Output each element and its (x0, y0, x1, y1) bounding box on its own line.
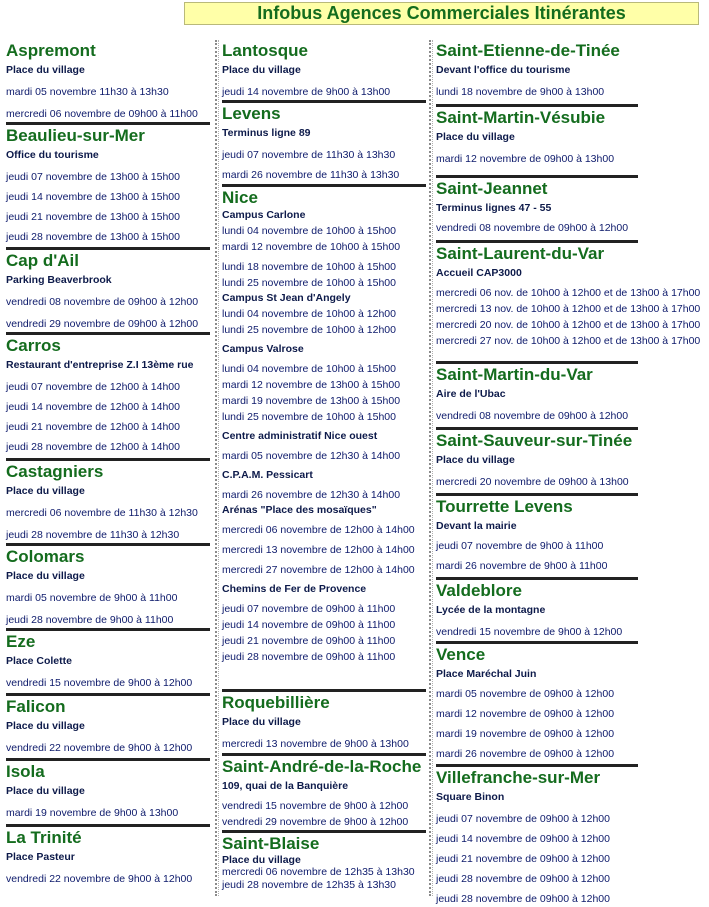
date-line: jeudi 07 novembre de 13h00 à 15h00 (6, 171, 180, 183)
town-block (222, 103, 426, 187)
town-name: Castagniers (6, 462, 104, 481)
town-name: Valdeblore (436, 581, 522, 600)
column-1 (6, 40, 210, 889)
place-name: Aire de l'Ubac (436, 388, 506, 400)
place-name: 109, quai de la Banquière (222, 780, 349, 792)
town-name: Saint-Etienne-de-Tinée (436, 41, 620, 60)
place-name: Campus St Jean d'Angely (222, 292, 351, 304)
date-line: jeudi 14 novembre de 13h00 à 15h00 (6, 191, 180, 203)
date-line: jeudi 21 novembre de 12h00 à 14h00 (6, 421, 180, 433)
town-block (222, 692, 426, 756)
date-line: jeudi 28 novembre de 11h30 à 12h30 (6, 529, 180, 541)
date-line: jeudi 28 novembre de 09h00 à 12h00 (436, 893, 610, 905)
date-line: mardi 12 novembre de 10h00 à 15h00 (222, 241, 401, 253)
date-line: mardi 12 novembre de 13h00 à 15h00 (222, 379, 401, 391)
town-block (436, 40, 638, 107)
town-block (6, 761, 210, 827)
place-name: Terminus lignes 47 - 55 (436, 202, 552, 214)
date-line: vendredi 15 novembre de 9h00 à 12h00 (222, 800, 409, 812)
town-block (222, 40, 426, 103)
place-name: Lycée de la montagne (436, 604, 546, 616)
town-block (436, 767, 638, 907)
place-name: Accueil CAP3000 (436, 267, 522, 279)
place-name: Place du village (222, 716, 301, 728)
date-line: jeudi 28 novembre de 09h00 à 12h00 (436, 873, 610, 885)
date-line: vendredi 22 novembre de 9h00 à 12h00 (6, 742, 193, 754)
town-block (6, 461, 210, 546)
town-block (6, 631, 210, 696)
date-line: vendredi 08 novembre de 09h00 à 12h00 (436, 410, 629, 422)
date-line: vendredi 15 novembre de 9h00 à 12h00 (436, 626, 623, 638)
date-line: mardi 19 novembre de 13h00 à 15h00 (222, 395, 401, 407)
town-name: Nice (222, 188, 258, 207)
place-name: Devant la mairie (436, 520, 517, 532)
place-name: Place du village (6, 64, 85, 76)
town-block (436, 644, 638, 767)
date-line: mardi 26 novembre de 9h00 à 11h00 (436, 560, 608, 572)
town-name: Isola (6, 762, 45, 781)
town-block (6, 827, 210, 889)
date-line: mercredi 20 nov. de 10h00 à 12h00 et de 13h00 à 17h00 (436, 319, 701, 331)
town-name: Lantosque (222, 41, 308, 60)
place-name: Restaurant d'entreprise Z.I 13ème rue (6, 359, 194, 371)
date-line: mercredi 06 novembre de 12h35 à 13h30 (222, 866, 415, 878)
town-name: Villefranche-sur-Mer (436, 768, 601, 787)
town-name: Saint-André-de-la-Roche (222, 757, 422, 776)
town-block (6, 696, 210, 761)
town-block (6, 546, 210, 631)
place-name: Square Binon (436, 791, 505, 803)
town-block (436, 580, 638, 644)
town-name: La Trinité (6, 828, 82, 847)
place-name: Campus Valrose (222, 343, 304, 355)
town-name: Falicon (6, 697, 66, 716)
town-name: Saint-Martin-du-Var (436, 365, 593, 384)
town-name: Saint-Blaise (222, 834, 320, 853)
place-name: C.P.A.M. Pessicart (222, 469, 313, 481)
date-line: jeudi 14 novembre de 12h00 à 14h00 (6, 401, 180, 413)
date-line: mercredi 13 novembre de 9h00 à 13h00 (222, 738, 409, 750)
town-block (436, 107, 638, 178)
date-line: mercredi 20 novembre de 09h00 à 13h00 (436, 476, 629, 488)
place-name: Place du village (222, 854, 301, 866)
town-block (6, 125, 210, 250)
date-line: lundi 25 novembre de 10h00 à 12h00 (222, 324, 396, 336)
place-name: Place du village (436, 454, 515, 466)
date-line: jeudi 28 novembre de 9h00 à 11h00 (6, 614, 174, 626)
date-line: mardi 05 novembre de 9h00 à 11h00 (6, 592, 178, 604)
town-name: Aspremont (6, 41, 96, 60)
place-name: Campus Carlone (222, 209, 306, 221)
date-line: mardi 12 novembre de 09h00 à 12h00 (436, 708, 615, 720)
date-line: jeudi 07 novembre de 09h00 à 11h00 (222, 603, 396, 615)
date-line: vendredi 29 novembre de 9h00 à 12h00 (222, 816, 409, 828)
town-name: Cap d'Ail (6, 251, 79, 270)
date-line: mercredi 13 novembre de 12h00 à 14h00 (222, 544, 415, 556)
place-name: Place Colette (6, 655, 72, 667)
date-line: lundi 04 novembre de 10h00 à 12h00 (222, 308, 396, 320)
place-name: Chemins de Fer de Provence (222, 583, 367, 595)
place-name: Place du village (222, 64, 301, 76)
date-line: jeudi 21 novembre de 09h00 à 11h00 (222, 635, 396, 647)
date-line: mardi 19 novembre de 09h00 à 12h00 (436, 728, 615, 740)
town-name: Tourrette Levens (436, 497, 573, 516)
date-line: lundi 25 novembre de 10h00 à 15h00 (222, 411, 396, 423)
place-name: Place du village (436, 131, 515, 143)
date-line: mardi 19 novembre de 9h00 à 13h00 (6, 807, 179, 819)
date-line: jeudi 07 novembre de 11h30 à 13h30 (222, 149, 396, 161)
town-name: Saint-Sauveur-sur-Tinée (436, 431, 633, 450)
place-name: Parking Beaverbrook (6, 274, 112, 286)
town-name: Saint-Martin-Vésubie (436, 108, 606, 127)
column-2 (222, 40, 426, 893)
column-separator (215, 40, 217, 896)
date-line: mardi 26 novembre de 11h30 à 13h30 (222, 169, 400, 181)
date-line: mercredi 27 novembre de 12h00 à 14h00 (222, 564, 415, 576)
column-3 (436, 40, 708, 907)
town-block (222, 756, 426, 833)
column-separator (429, 40, 431, 896)
town-block (222, 187, 426, 692)
town-block (436, 364, 638, 430)
town-block (436, 178, 638, 243)
town-name: Eze (6, 632, 36, 651)
date-line: jeudi 14 novembre de 9h00 à 13h00 (222, 86, 391, 98)
date-line: jeudi 28 novembre de 13h00 à 15h00 (6, 231, 180, 243)
date-line: lundi 04 novembre de 10h00 à 15h00 (222, 225, 396, 237)
date-line: jeudi 07 novembre de 12h00 à 14h00 (6, 381, 180, 393)
date-line: mercredi 13 nov. de 10h00 à 12h00 et de 13h00 à 17h00 (436, 303, 701, 315)
date-line: jeudi 21 novembre de 13h00 à 15h00 (6, 211, 180, 223)
date-line: jeudi 07 novembre de 09h00 à 12h00 (436, 813, 610, 825)
date-line: vendredi 22 novembre de 9h00 à 12h00 (6, 873, 193, 885)
town-name: Colomars (6, 547, 85, 566)
place-name: Terminus ligne 89 (222, 127, 311, 139)
place-name: Devant l'office du tourisme (436, 64, 571, 76)
place-name: Centre administratif Nice ouest (222, 430, 378, 442)
date-line: mardi 05 novembre de 09h00 à 12h00 (436, 688, 615, 700)
date-line: vendredi 08 novembre de 09h00 à 12h00 (6, 296, 199, 308)
town-name: Carros (6, 336, 61, 355)
date-line: mercredi 06 novembre de 11h30 à 12h30 (6, 507, 198, 519)
place-name: Place Maréchal Juin (436, 668, 537, 680)
place-name: Office du tourisme (6, 149, 99, 161)
town-name: Levens (222, 104, 281, 123)
town-name: Roquebillière (222, 693, 330, 712)
date-line: mercredi 06 novembre de 09h00 à 11h00 (6, 108, 198, 120)
date-line: mardi 12 novembre de 09h00 à 13h00 (436, 153, 615, 165)
town-name: Beaulieu-sur-Mer (6, 126, 145, 145)
date-line: jeudi 28 novembre de 12h00 à 14h00 (6, 441, 180, 453)
page-title: Infobus Agences Commerciales Itinérantes (184, 2, 699, 25)
town-block (436, 430, 638, 496)
town-block (6, 335, 210, 461)
place-name: Place Pasteur (6, 851, 75, 863)
date-line: lundi 18 novembre de 9h00 à 13h00 (436, 86, 605, 98)
date-line: vendredi 15 novembre de 9h00 à 12h00 (6, 677, 193, 689)
place-name: Place du village (6, 485, 85, 497)
date-line: jeudi 28 novembre de 12h35 à 13h30 (222, 879, 396, 891)
town-name: Vence (436, 645, 486, 664)
date-line: vendredi 29 novembre de 09h00 à 12h00 (6, 318, 199, 330)
place-name: Place du village (6, 785, 85, 797)
town-block (6, 40, 210, 125)
place-name: Arénas "Place des mosaïques" (222, 504, 377, 516)
date-line: mardi 05 novembre de 12h30 à 14h00 (222, 450, 401, 462)
date-line: mardi 26 novembre de 12h30 à 14h00 (222, 489, 401, 501)
date-line: mercredi 06 novembre de 12h00 à 14h00 (222, 524, 415, 536)
date-line: jeudi 07 novembre de 9h00 à 11h00 (436, 540, 604, 552)
town-block (222, 833, 426, 893)
date-line: mercredi 27 nov. de 10h00 à 12h00 et de 13h00 à 17h00 (436, 335, 701, 347)
date-line: mercredi 06 nov. de 10h00 à 12h00 et de 13h00 à 17h00 (436, 287, 701, 299)
date-line: lundi 25 novembre de 10h00 à 15h00 (222, 277, 396, 289)
place-name: Place du village (6, 720, 85, 732)
place-name: Place du village (6, 570, 85, 582)
town-block (6, 250, 210, 335)
date-line: lundi 18 novembre de 10h00 à 15h00 (222, 261, 396, 273)
date-line: jeudi 14 novembre de 09h00 à 12h00 (436, 833, 610, 845)
date-line: jeudi 28 novembre de 09h00 à 11h00 (222, 651, 396, 663)
date-line: jeudi 14 novembre de 09h00 à 11h00 (222, 619, 396, 631)
town-name: Saint-Jeannet (436, 179, 548, 198)
date-line: lundi 04 novembre de 10h00 à 15h00 (222, 363, 396, 375)
town-name: Saint-Laurent-du-Var (436, 244, 605, 263)
date-line: vendredi 08 novembre de 09h00 à 12h00 (436, 222, 629, 234)
date-line: mardi 05 novembre 11h30 à 13h30 (6, 86, 169, 98)
town-block (436, 496, 638, 580)
date-line: jeudi 21 novembre de 09h00 à 12h00 (436, 853, 610, 865)
town-block (436, 243, 701, 364)
date-line: mardi 26 novembre de 09h00 à 12h00 (436, 748, 615, 760)
